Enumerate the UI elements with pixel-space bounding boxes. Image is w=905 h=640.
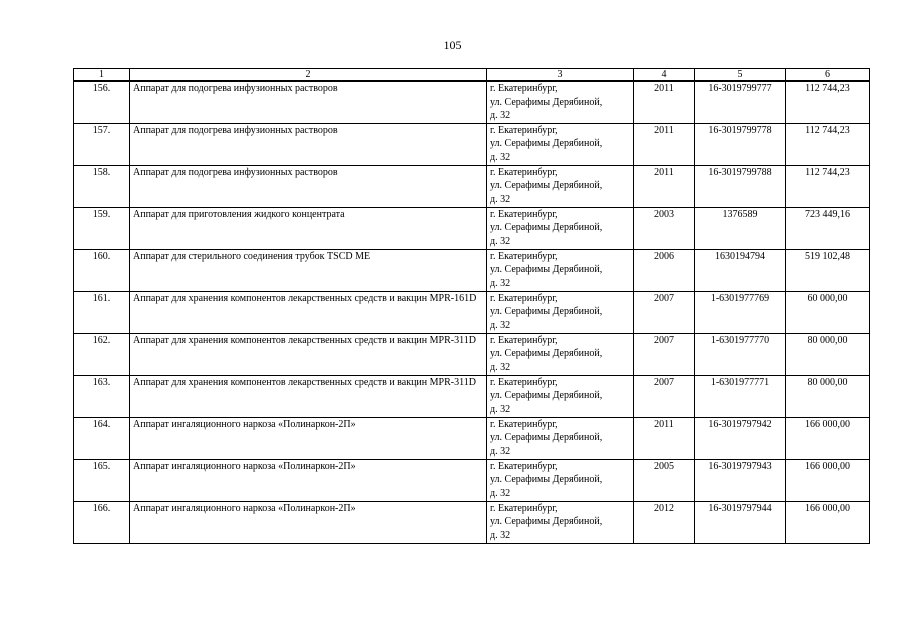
item-address: г. Екатеринбург, ул. Серафимы Дерябиной, д. 32 — [487, 123, 634, 165]
item-address: г. Екатеринбург, ул. Серафимы Дерябиной, д. 32 — [487, 249, 634, 291]
item-address: г. Екатеринбург, ул. Серафимы Дерябиной, д. 32 — [487, 291, 634, 333]
item-cost: 519 102,48 — [786, 249, 870, 291]
item-year: 2011 — [634, 81, 695, 123]
column-header-6: 6 — [786, 69, 870, 82]
item-inventory-number: 1-6301977770 — [695, 333, 786, 375]
item-year: 2006 — [634, 249, 695, 291]
column-header-3: 3 — [487, 69, 634, 82]
item-address: г. Екатеринбург, ул. Серафимы Дерябиной, д. 32 — [487, 333, 634, 375]
item-inventory-number: 16-3019797944 — [695, 501, 786, 543]
item-address: г. Екатеринбург, ул. Серафимы Дерябиной, д. 32 — [487, 375, 634, 417]
item-inventory-number: 16-3019797942 — [695, 417, 786, 459]
table-row — [74, 375, 870, 417]
item-name: Аппарат для хранения компонентов лекарственных средств и вакцин MPR-311D — [130, 333, 487, 375]
row-number: 162. — [74, 333, 130, 375]
item-cost: 723 449,16 — [786, 207, 870, 249]
item-cost: 112 744,23 — [786, 165, 870, 207]
row-number: 159. — [74, 207, 130, 249]
table-header-row — [74, 69, 870, 82]
table-row — [74, 417, 870, 459]
table-row — [74, 123, 870, 165]
table-row — [74, 207, 870, 249]
item-name: Аппарат ингаляционного наркоза «Полинаркон-2П» — [130, 501, 487, 543]
column-header-4: 4 — [634, 69, 695, 82]
item-name: Аппарат для подогрева инфузионных растворов — [130, 165, 487, 207]
table-row — [74, 333, 870, 375]
row-number: 157. — [74, 123, 130, 165]
item-name: Аппарат для хранения компонентов лекарственных средств и вакцин MPR-311D — [130, 375, 487, 417]
item-year: 2012 — [634, 501, 695, 543]
row-number: 163. — [74, 375, 130, 417]
item-address: г. Екатеринбург, ул. Серафимы Дерябиной, д. 32 — [487, 459, 634, 501]
item-cost: 112 744,23 — [786, 81, 870, 123]
table-row — [74, 165, 870, 207]
column-header-5: 5 — [695, 69, 786, 82]
inventory-table — [73, 68, 870, 544]
item-year: 2011 — [634, 417, 695, 459]
item-name: Аппарат ингаляционного наркоза «Полинаркон-2П» — [130, 417, 487, 459]
row-number: 156. — [74, 81, 130, 123]
item-year: 2011 — [634, 165, 695, 207]
table-row — [74, 291, 870, 333]
column-header-2: 2 — [130, 69, 487, 82]
item-cost: 112 744,23 — [786, 123, 870, 165]
table-row — [74, 249, 870, 291]
item-cost: 80 000,00 — [786, 375, 870, 417]
item-inventory-number: 16-3019799777 — [695, 81, 786, 123]
row-number: 164. — [74, 417, 130, 459]
item-year: 2007 — [634, 291, 695, 333]
table-row — [74, 459, 870, 501]
item-address: г. Екатеринбург, ул. Серафимы Дерябиной, д. 32 — [487, 501, 634, 543]
item-name: Аппарат для подогрева инфузионных растворов — [130, 123, 487, 165]
item-inventory-number: 1-6301977771 — [695, 375, 786, 417]
item-inventory-number: 1-6301977769 — [695, 291, 786, 333]
item-cost: 60 000,00 — [786, 291, 870, 333]
item-year: 2007 — [634, 333, 695, 375]
item-inventory-number: 1376589 — [695, 207, 786, 249]
row-number: 165. — [74, 459, 130, 501]
row-number: 158. — [74, 165, 130, 207]
item-inventory-number: 16-3019799788 — [695, 165, 786, 207]
item-cost: 80 000,00 — [786, 333, 870, 375]
item-year: 2007 — [634, 375, 695, 417]
item-inventory-number: 1630194794 — [695, 249, 786, 291]
row-number: 160. — [74, 249, 130, 291]
item-year: 2011 — [634, 123, 695, 165]
table-row — [74, 81, 870, 123]
item-inventory-number: 16-3019799778 — [695, 123, 786, 165]
item-name: Аппарат для приготовления жидкого концентрата — [130, 207, 487, 249]
item-inventory-number: 16-3019797943 — [695, 459, 786, 501]
item-address: г. Екатеринбург, ул. Серафимы Дерябиной, д. 32 — [487, 165, 634, 207]
item-cost: 166 000,00 — [786, 459, 870, 501]
item-year: 2005 — [634, 459, 695, 501]
item-name: Аппарат для стерильного соединения трубок TSCD ME — [130, 249, 487, 291]
item-address: г. Екатеринбург, ул. Серафимы Дерябиной, д. 32 — [487, 81, 634, 123]
row-number: 161. — [74, 291, 130, 333]
item-cost: 166 000,00 — [786, 501, 870, 543]
item-name: Аппарат для подогрева инфузионных растворов — [130, 81, 487, 123]
item-cost: 166 000,00 — [786, 417, 870, 459]
column-header-1: 1 — [74, 69, 130, 82]
page-number: 105 — [443, 38, 462, 52]
item-year: 2003 — [634, 207, 695, 249]
item-address: г. Екатеринбург, ул. Серафимы Дерябиной, д. 32 — [487, 207, 634, 249]
table-row — [74, 501, 870, 543]
item-address: г. Екатеринбург, ул. Серафимы Дерябиной, д. 32 — [487, 417, 634, 459]
item-name: Аппарат ингаляционного наркоза «Полинаркон-2П» — [130, 459, 487, 501]
row-number: 166. — [74, 501, 130, 543]
item-name: Аппарат для хранения компонентов лекарственных средств и вакцин MPR-161D — [130, 291, 487, 333]
